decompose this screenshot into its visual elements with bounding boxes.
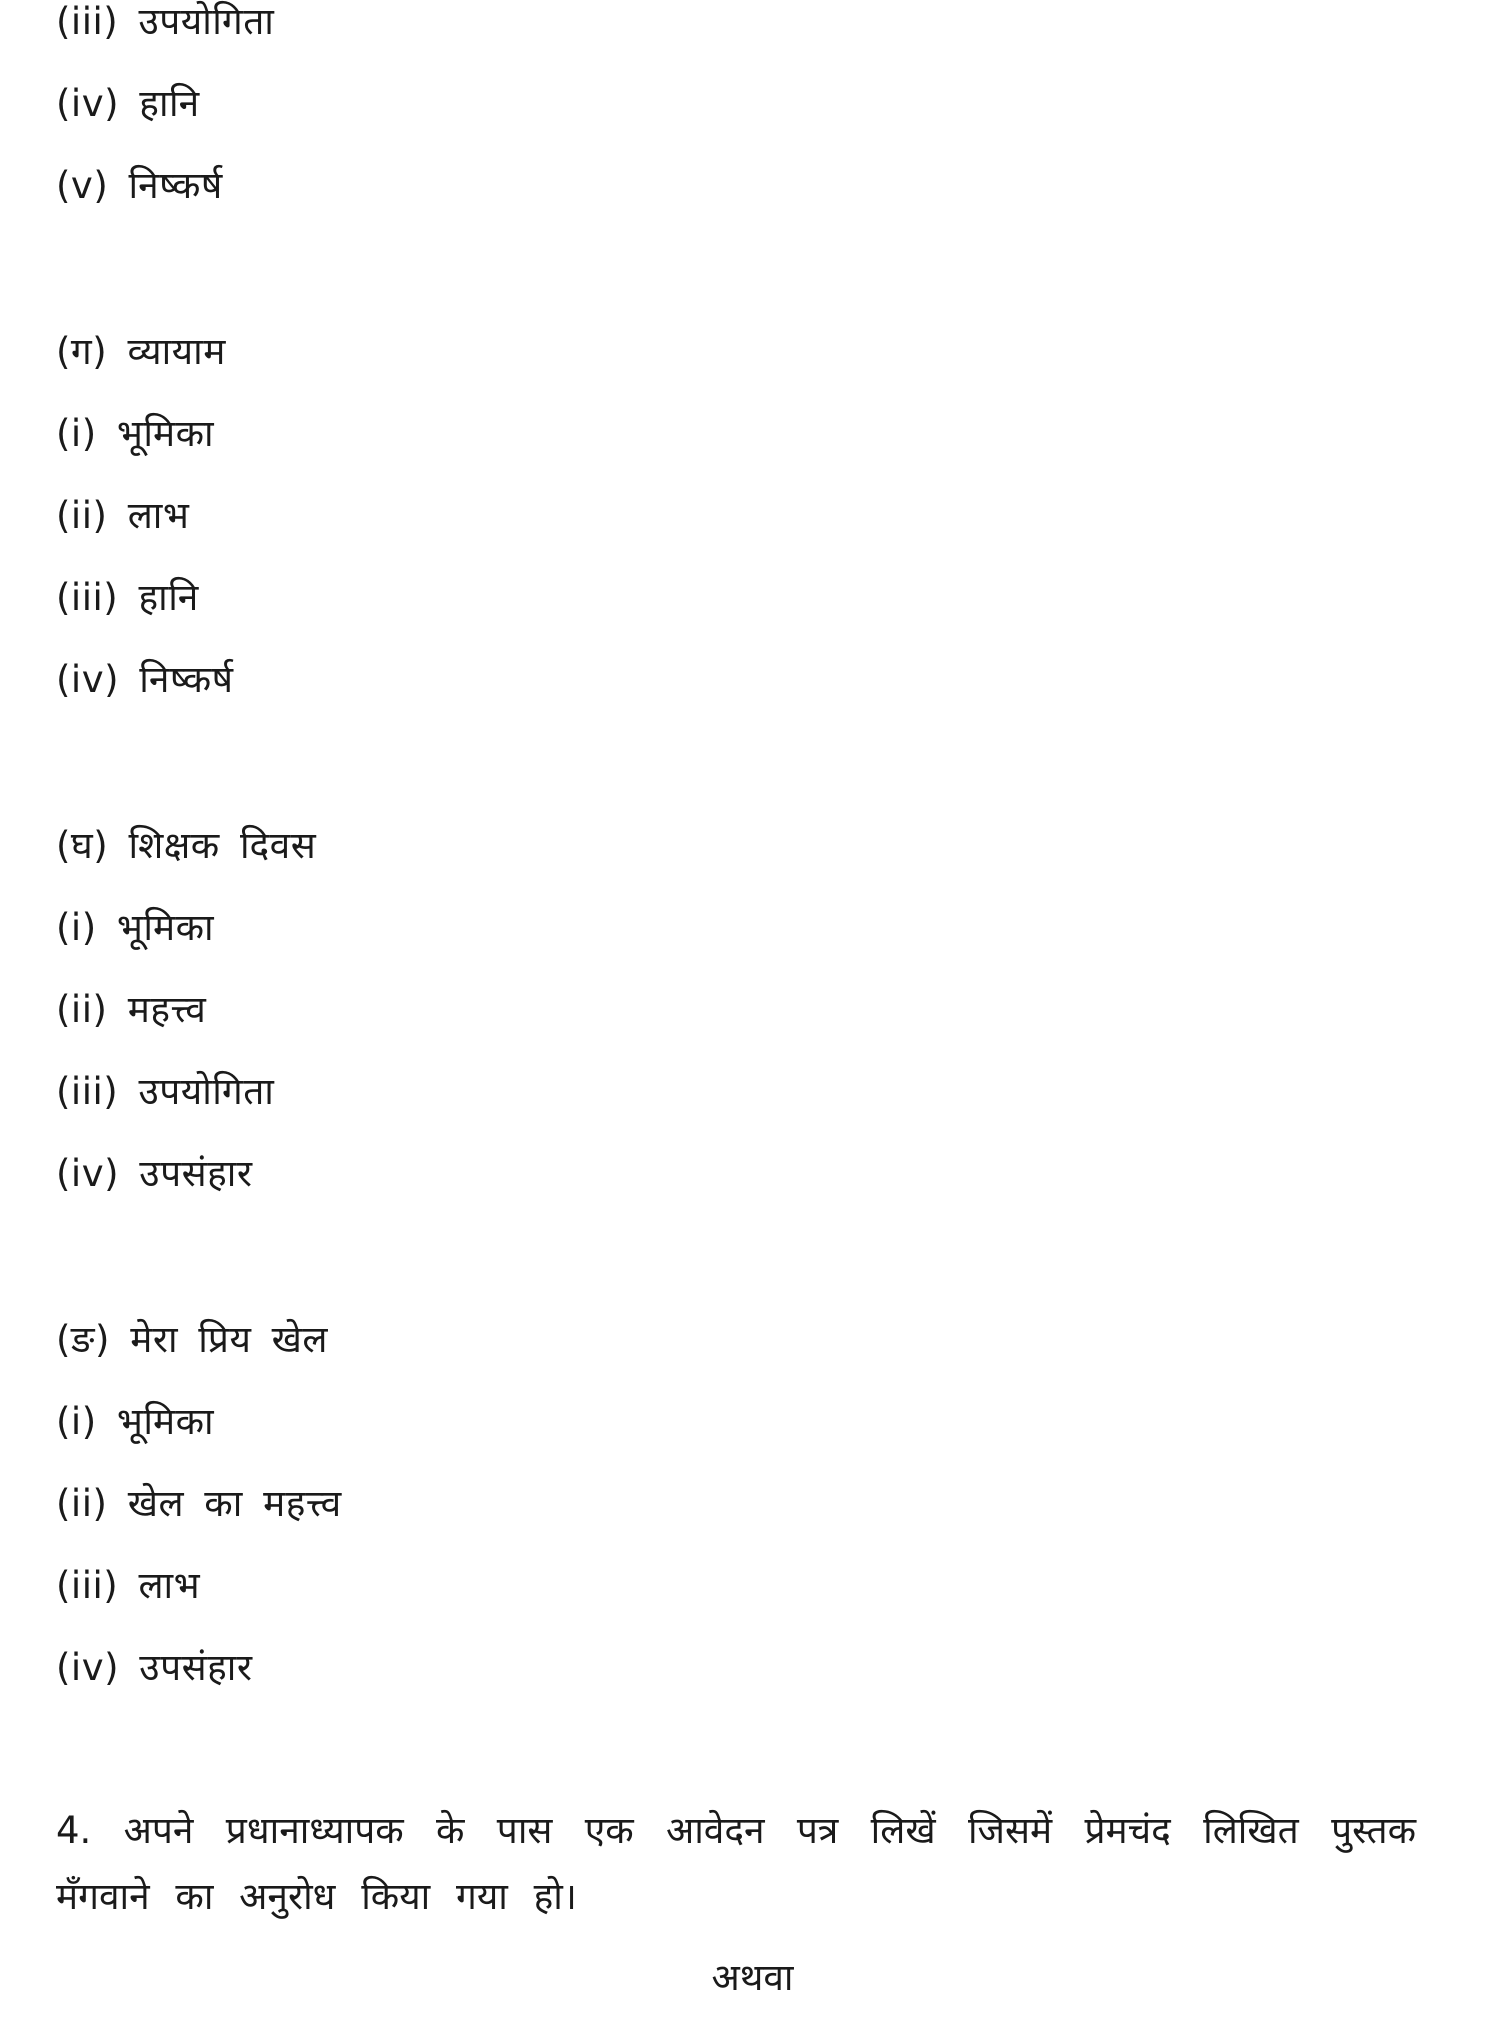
section-heading: (ग) व्यायाम bbox=[56, 330, 226, 373]
list-item: (iv) हानि bbox=[56, 82, 200, 125]
list-item: (iv) निष्कर्ष bbox=[56, 658, 234, 701]
list-item: (ii) लाभ bbox=[56, 494, 190, 537]
list-item: (ii) महत्त्व bbox=[56, 988, 207, 1031]
list-item: (i) भूमिका bbox=[56, 906, 215, 949]
list-item: (iv) उपसंहार bbox=[56, 1646, 253, 1689]
list-item: (iii) उपयोगिता bbox=[56, 1070, 275, 1113]
list-item: (v) निष्कर्ष bbox=[56, 164, 223, 207]
list-item: (iv) उपसंहार bbox=[56, 1152, 253, 1195]
list-item: (i) भूमिका bbox=[56, 1400, 215, 1443]
list-item: (iii) हानि bbox=[56, 576, 199, 619]
list-item: (ii) खेल का महत्त्व bbox=[56, 1482, 342, 1525]
section-heading: (ङ) मेरा प्रिय खेल bbox=[56, 1318, 329, 1361]
question-text: 4. अपने प्रधानाध्यापक के पास एक आवेदन पत्र लिखें जिसमें प्रेमचंद लिखित पुस्तक मँगवाने का अनुरोध किया गया हो। bbox=[56, 1809, 1416, 1918]
list-item: (iii) लाभ bbox=[56, 1564, 201, 1607]
section-heading: (घ) शिक्षक दिवस bbox=[56, 824, 317, 867]
separator-text: अथवा bbox=[711, 1956, 794, 1999]
list-item: (i) भूमिका bbox=[56, 412, 215, 455]
list-item: (iii) उपयोगिता bbox=[56, 0, 275, 43]
